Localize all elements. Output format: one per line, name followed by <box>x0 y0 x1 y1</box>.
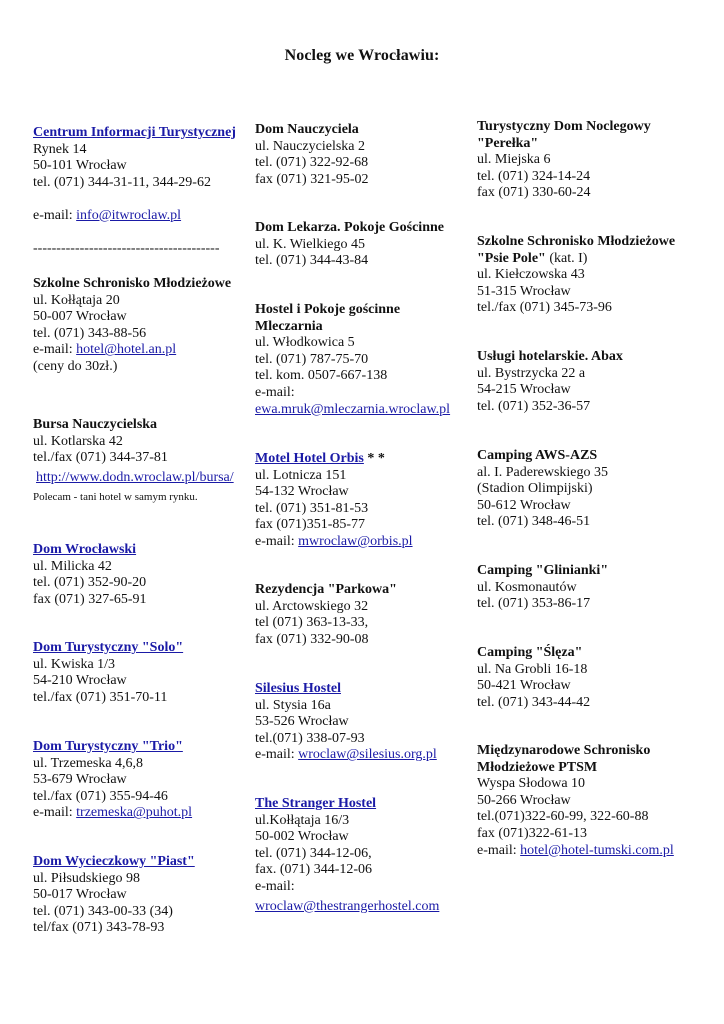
entry-dom-piast <box>33 854 195 937</box>
entry-title: Turystyczny Dom Noclegowy <box>477 119 651 134</box>
phone-line: tel./fax (071) 351-70-11 <box>33 689 168 705</box>
entry-stranger-hostel <box>255 796 439 915</box>
mobile-line: tel. kom. 0507-667-138 <box>255 368 388 384</box>
email-link[interactable]: wroclaw@thestrangerhostel.com <box>255 898 440 914</box>
email-link[interactable]: info@itwroclaw.pl <box>76 207 182 223</box>
address-line: ul. Kotlarska 42 <box>33 433 123 449</box>
email-label: e-mail: <box>255 384 295 400</box>
postal-line: 51-315 Wrocław <box>477 283 571 299</box>
address-line: ul. Arctowskiego 32 <box>255 598 369 614</box>
address-line: ul. Piłsudskiego 98 <box>33 870 140 886</box>
phone-line: tel. (071) 352-36-57 <box>477 398 591 414</box>
address-line: ul. Miejska 6 <box>477 152 551 168</box>
address-line: ul. Nauczycielska 2 <box>255 138 366 154</box>
address-line: ul. Stysia 16a <box>255 697 331 713</box>
entry-title: Międzynarodowe Schronisko <box>477 743 651 758</box>
address-line: ul. Trzemeska 4,6,8 <box>33 755 144 771</box>
phone-line: tel.(071)322-60-99, 322-60-88 <box>477 809 649 825</box>
entry-camping-glinianki <box>477 563 608 613</box>
entry-dom-solo <box>33 640 183 706</box>
email-label: e-mail: <box>255 878 295 894</box>
phone-line: tel (071) 363-13-33, <box>255 615 369 631</box>
entry-title: Szkolne Schronisko Młodzieżowe <box>477 234 676 249</box>
email-line: e-mail: info@itwroclaw.pl <box>33 207 182 223</box>
phone-line: tel. (071) 351-81-53 <box>255 500 369 516</box>
entry-title: Szkolne Schronisko Młodzieżowe <box>33 276 232 291</box>
recommendation-note: Polecam - tani hotel w samym rynku. <box>33 491 198 504</box>
price-note: (ceny do 30zł.) <box>33 358 118 374</box>
email-link[interactable]: wroclaw@silesius.org.pl <box>298 747 437 763</box>
address-line: Wyspa Słodowa 10 <box>477 776 586 792</box>
phone-line: tel. (071) 787-75-70 <box>255 351 369 367</box>
postal-line: 53-679 Wrocław <box>33 772 127 788</box>
address-line: ul.Kołłątaja 16/3 <box>255 812 350 828</box>
entry-perelka <box>477 119 651 202</box>
address-line: ul. Milicka 42 <box>33 558 112 574</box>
postal-line: 50-002 Wrocław <box>255 829 349 845</box>
entry-bursa-nauczycielska <box>33 417 234 504</box>
email-link[interactable]: hotel@hotel.an.pl <box>76 342 177 358</box>
address-line: ul. Kosmonautów <box>477 579 577 595</box>
address-line: ul. Kwiska 1/3 <box>33 656 116 672</box>
fax-line: fax (071)322-61-13 <box>477 825 588 841</box>
email-link[interactable]: hotel@hotel-tumski.com.pl <box>520 842 674 858</box>
entry-title: Camping AWS-AZS <box>477 448 598 463</box>
phone-line: tel. (071) 344-31-11, 344-29-62 <box>33 174 211 190</box>
phone-line: tel. (071) 343-44-42 <box>477 694 591 710</box>
phone-line: tel. (071) 344-43-84 <box>255 253 369 269</box>
phone-line: tel./fax (071) 345-73-96 <box>477 300 612 316</box>
fax-line: fax (071) 327-65-91 <box>33 591 147 607</box>
address-line: Rynek 14 <box>33 141 87 157</box>
divider: ---------------------------------------- <box>33 241 220 257</box>
phone-line: tel. (071) 344-12-06, <box>255 845 372 861</box>
entry-title-cont: "Perełka" <box>477 135 539 151</box>
phone-line: tel. (071) 324-14-24 <box>477 168 591 184</box>
category-label: (kat. I) <box>545 250 588 266</box>
page-title: Nocleg we Wrocławiu: <box>284 47 440 64</box>
address-line: ul. Kołłątaja 20 <box>33 292 120 308</box>
fax-line: fax (071) 332-90-08 <box>255 631 369 647</box>
entry-dom-nauczyciela <box>255 122 369 188</box>
phone-line: tel. (071) 353-86-17 <box>477 596 591 612</box>
dom-wroclawski-link[interactable]: Dom Wrocławski <box>33 542 137 557</box>
postal-line: 50-421 Wrocław <box>477 678 571 694</box>
entry-dom-trio <box>33 739 192 822</box>
entry-title: Camping "Ślęza" <box>477 645 583 660</box>
email-link[interactable]: trzemeska@puhot.pl <box>76 805 193 821</box>
url-line <box>36 470 234 487</box>
entry-title: Dom Lekarza. Pokoje Gościnne <box>255 220 444 235</box>
entry-title: Rezydencja "Parkowa" <box>255 582 397 597</box>
email-line: e-mail: trzemeska@puhot.pl <box>33 805 193 821</box>
email-line: e-mail: mwroclaw@orbis.pl <box>255 533 413 549</box>
bursa-url-link[interactable]: http://www.dodn.wroclaw.pl/bursa/ <box>36 469 234 485</box>
postal-line: 50-266 Wrocław <box>477 792 571 808</box>
phone-line: tel. (071) 352-90-20 <box>33 575 147 591</box>
dom-solo-link[interactable]: Dom Turystyczny "Solo" <box>33 640 184 655</box>
postal-line: 50-101 Wrocław <box>33 158 127 174</box>
phone-line: tel. (071) 322-92-68 <box>255 155 369 171</box>
entry-camping-aws-azs <box>477 448 608 531</box>
entry-rezydencja-parkowa <box>255 582 397 648</box>
email-link[interactable]: ewa.mruk@mleczarnia.wroclaw.pl <box>255 401 451 417</box>
address-line: ul. Włodkowica 5 <box>255 335 355 351</box>
phone-line: tel./fax (071) 355-94-46 <box>33 788 168 804</box>
entry-centrum-informacji <box>33 125 236 258</box>
postal-line: 50-007 Wrocław <box>33 309 127 325</box>
motel-orbis-link[interactable]: Motel Hotel Orbis <box>255 451 364 466</box>
postal-line: 50-017 Wrocław <box>33 887 127 903</box>
postal-line: 54-215 Wrocław <box>477 382 571 398</box>
email-link[interactable]: mwroclaw@orbis.pl <box>298 533 413 549</box>
dom-piast-link[interactable]: Dom Wycieczkowy "Piast" <box>33 854 195 869</box>
postal-line: 54-210 Wrocław <box>33 673 127 689</box>
stars-rating: * * <box>363 451 385 466</box>
entry-dom-wroclawski <box>33 542 147 608</box>
phone-line: tel. (071) 343-00-33 (34) <box>33 903 173 919</box>
email-line: e-mail: hotel@hotel-tumski.com.pl <box>477 842 674 858</box>
address-line: ul. Na Grobli 16-18 <box>477 661 588 677</box>
entry-title-row: "Psie Pole" (kat. I) <box>477 250 588 266</box>
dom-trio-link[interactable]: Dom Turystyczny "Trio" <box>33 739 183 754</box>
email-line: e-mail: wroclaw@silesius.org.pl <box>255 747 437 763</box>
postal-line: 50-612 Wrocław <box>477 497 571 513</box>
entry-title: Camping "Glinianki" <box>477 563 609 578</box>
entry-title: Dom Nauczyciela <box>255 122 359 137</box>
entry-hostel-mleczarnia <box>255 302 450 418</box>
entry-dom-lekarza <box>255 220 444 270</box>
phone-line: tel. (071) 343-88-56 <box>33 325 147 341</box>
entry-schronisko-kollataja <box>33 276 231 376</box>
entry-silesius-hostel <box>255 681 437 764</box>
entry-camping-sleza <box>477 645 590 711</box>
entry-title-row <box>255 451 413 468</box>
postal-line: 53-526 Wrocław <box>255 714 349 730</box>
silesius-hostel-link[interactable]: Silesius Hostel <box>255 681 341 696</box>
email-line: e-mail: hotel@hotel.an.pl <box>33 342 177 358</box>
fax-line: tel/fax (071) 343-78-93 <box>33 920 165 936</box>
phone-line: tel.(071) 338-07-93 <box>255 730 365 746</box>
address-line: ul. Kiełczowska 43 <box>477 267 585 283</box>
postal-line: 54-132 Wrocław <box>255 484 349 500</box>
fax-line: fax. (071) 344-12-06 <box>255 862 373 878</box>
phone-line: tel. (071) 348-46-51 <box>477 514 591 530</box>
entry-schronisko-psie-pole <box>477 234 675 317</box>
entry-abax <box>477 349 623 415</box>
phone-line: tel./fax (071) 344-37-81 <box>33 450 168 466</box>
entry-title-cont: Młodzieżowe PTSM <box>477 759 598 775</box>
fax-line: fax (071) 330-60-24 <box>477 185 591 201</box>
entry-motel-orbis <box>255 451 413 551</box>
address-line: ul. K. Wielkiego 45 <box>255 236 365 252</box>
fax-line: fax (071) 321-95-02 <box>255 171 369 187</box>
fax-line: fax (071)351-85-77 <box>255 517 366 533</box>
centrum-informacji-link[interactable]: Centrum Informacji Turystycznej <box>33 125 236 140</box>
entry-title: Usługi hotelarskie. Abax <box>477 349 623 364</box>
stranger-hostel-link[interactable]: The Stranger Hostel <box>255 796 377 811</box>
entry-schronisko-ptsm <box>477 743 674 859</box>
entry-title-cont: Mleczarnia <box>255 318 323 334</box>
address-line: al. I. Paderewskiego 35 <box>477 464 609 480</box>
address-line: ul. Bystrzycka 22 a <box>477 365 586 381</box>
location-line: (Stadion Olimpijski) <box>477 481 593 497</box>
address-line: ul. Lotnicza 151 <box>255 467 347 483</box>
entry-title: Hostel i Pokoje gościnne <box>255 302 401 317</box>
entry-title: Bursa Nauczycielska <box>33 417 158 432</box>
